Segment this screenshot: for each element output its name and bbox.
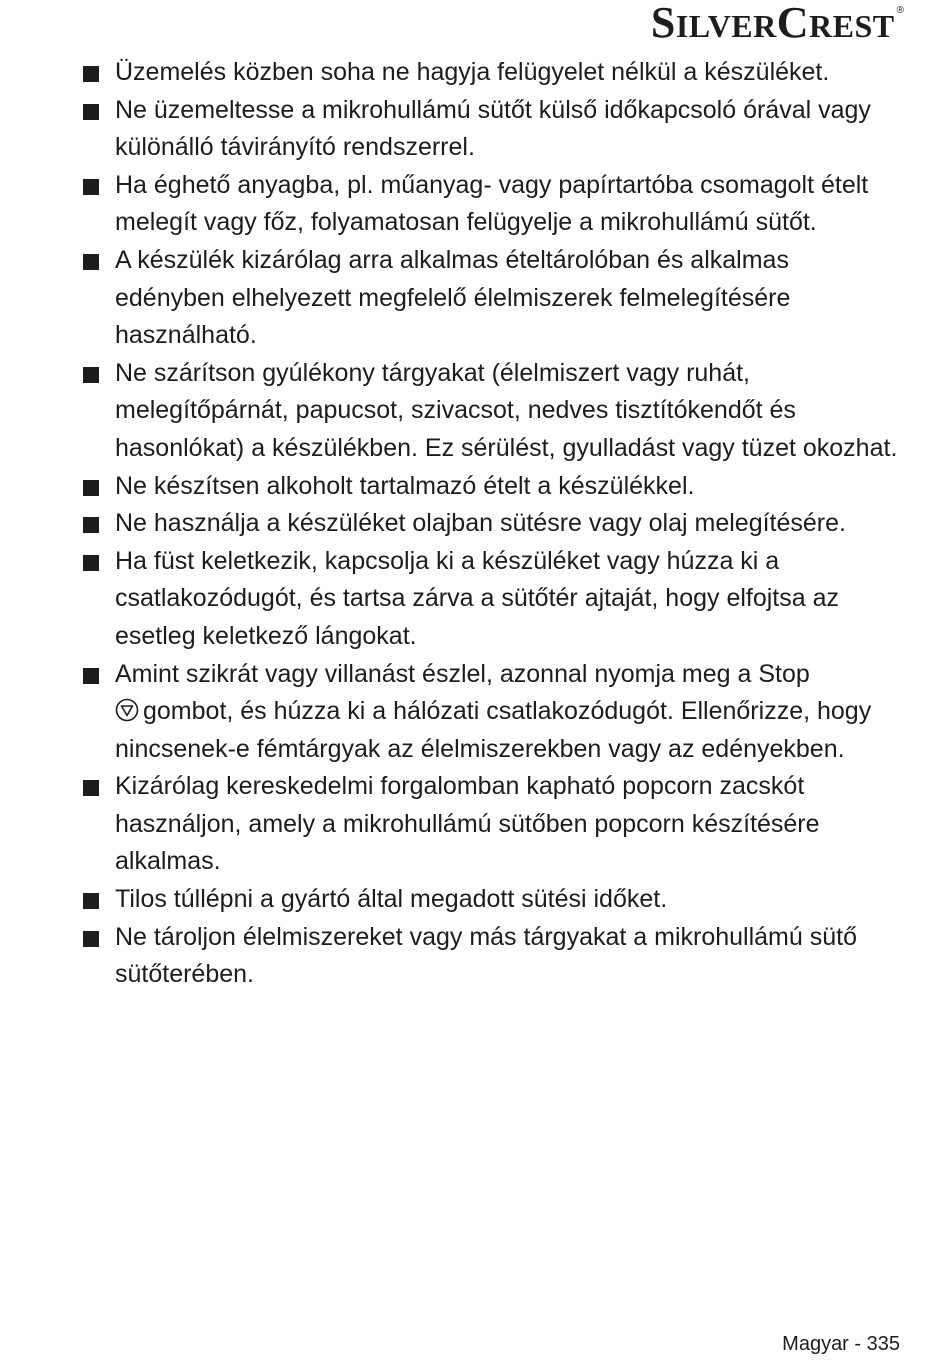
item-text: Ha éghető anyagba, pl. műanyag- vagy papírtartóba csomagolt ételt melegít vagy főz, folyamatosan felügyelje a mikrohullámú sütőt. <box>115 170 869 237</box>
square-bullet-icon <box>83 104 99 120</box>
list-item <box>83 92 905 167</box>
list-item <box>83 768 905 881</box>
square-bullet-icon <box>83 254 99 270</box>
instruction-list <box>83 54 905 994</box>
brand-logo-word: SILVERCREST <box>650 0 895 47</box>
item-text: Üzemelés közben soha ne hagyja felügyelet nélkül a készüléket. <box>115 58 830 86</box>
square-bullet-icon <box>83 555 99 571</box>
list-item <box>83 505 905 543</box>
stop-button-icon <box>115 698 139 722</box>
list-item <box>83 881 905 919</box>
square-bullet-icon <box>83 66 99 82</box>
item-text: Ne üzemeltesse a mikrohullámú sütőt külső időkapcsoló órával vagy különálló távirányító rendszerrel. <box>115 95 871 162</box>
item-text: Ne használja a készüléket olajban sütésre vagy olaj melegítésére. <box>115 509 846 538</box>
item-text: gombot, és húzza ki a hálózati csatlakozódugót. Ellenőrizze, hogy nincsenek-e fémtárgyak az élelmiszerekben vagy az edényekben. <box>115 697 872 763</box>
square-bullet-icon <box>83 480 99 496</box>
list-item <box>83 167 905 242</box>
square-bullet-icon <box>83 367 99 383</box>
list-item <box>83 54 905 92</box>
safety-instructions <box>83 54 905 994</box>
list-item <box>83 468 905 506</box>
list-item <box>83 656 905 769</box>
square-bullet-icon <box>83 668 99 684</box>
square-bullet-icon <box>83 780 99 796</box>
square-bullet-icon <box>83 931 99 947</box>
list-item <box>83 355 905 468</box>
registered-mark: ® <box>896 5 904 16</box>
square-bullet-icon <box>83 179 99 195</box>
list-item <box>83 919 905 994</box>
item-text: A készülék kizárólag arra alkalmas ételtárolóban és alkalmas edényben elhelyezett megfelelő élelmiszerek felmelegítésére használható. <box>115 245 791 350</box>
item-text: Tilos túllépni a gyártó által megadott sütési időket. <box>115 885 668 914</box>
page-number: Magyar - 335 <box>782 1333 900 1355</box>
item-text: Ne szárítson gyúlékony tárgyakat (élelmiszert vagy ruhát, melegítőpárnát, papucsot, szivacsot, nedves tisztítókendőt és hasonlókat) a készülékben. Ez sérülést, gyulladást vagy tüzet okozhat. <box>115 358 898 462</box>
item-text: Ne tároljon élelmiszereket vagy más tárgyakat a mikrohullámú sütő sütőterében. <box>115 922 857 989</box>
brand-logo <box>651 0 904 46</box>
item-text: Kizárólag kereskedelmi forgalomban kapható popcorn zacskót használjon, amely a mikrohullámú sütőben popcorn készítésére alkalmas. <box>115 772 820 876</box>
item-text: Amint szikrát vagy villanást észlel, azonnal nyomja meg a Stop <box>115 659 810 688</box>
item-text: Ha füst keletkezik, kapcsolja ki a készüléket vagy húzza ki a csatlakozódugót, és tartsa zárva a sütőtér ajtaját, hogy elfojtsa az esetleg keletkező lángokat. <box>115 546 840 650</box>
item-text: Ne készítsen alkoholt tartalmazó ételt a készülékkel. <box>115 471 695 500</box>
list-item <box>83 242 905 355</box>
square-bullet-icon <box>83 893 99 909</box>
list-item <box>83 543 905 656</box>
square-bullet-icon <box>83 517 99 533</box>
